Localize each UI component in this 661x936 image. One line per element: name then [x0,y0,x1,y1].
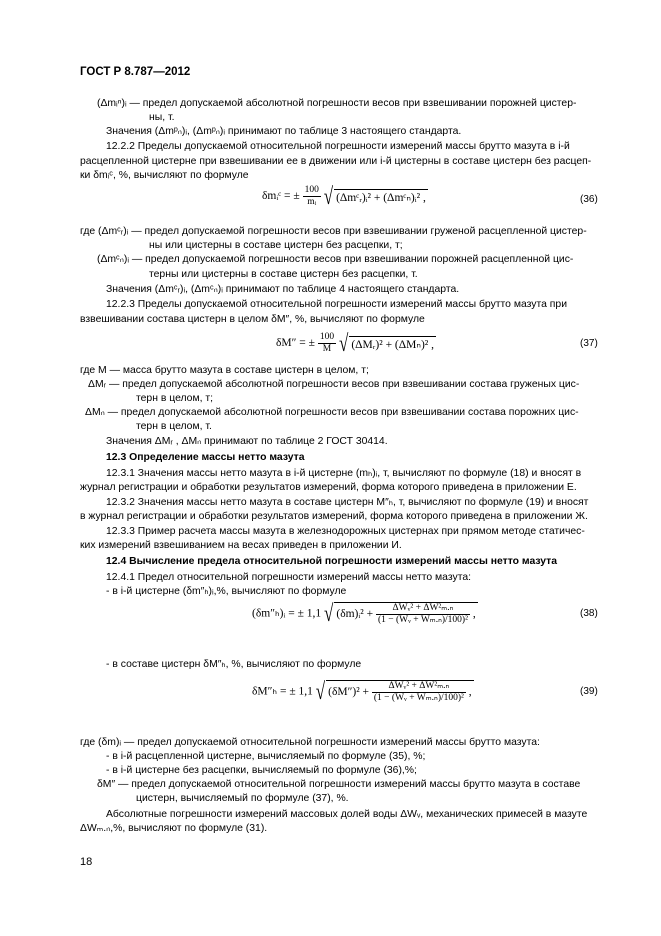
text-line: терн в целом, т; [136,393,214,404]
text-line: 12.3.2 Значения массы нетто мазута в составе цистерн M″ₕ, т, вычисляют по формуле (19) и вносят [106,497,589,508]
text-line: 12.3.1 Значения массы нетто мазута в i-й цистерне (mₕ)ᵢ, т, вычисляют по формуле (18) и вносят в [106,468,582,479]
text-line: ны, т. [149,112,175,123]
text-line: журнал регистрации и обработки результатов измерений, форма которого приведена в приложении Е. [80,482,577,493]
text-line: в журнал регистрации и обработки результатов измерений, форма которого приведена в приложении Ж. [80,511,588,522]
text-line: Значения (Δmᶜᵣ)ᵢ, (Δmᶜₙ)ᵢ принимают по таблице 4 настоящего стандарта. [106,284,460,295]
equation-number: (37) [580,338,598,349]
text-line: (Δmᶜₙ)ᵢ — предел допускаемой погрешности весов при взвешивании порожней расцепленной цис- [97,254,574,265]
text-line: Значения (Δmᵖₙ)ᵢ, (Δmᵖₙ)ᵢ принимают по таблице 3 настоящего стандарта. [106,126,462,137]
text-line: - в i-й расцепленной цистерне, вычисляемый по формуле (35), %; [106,751,426,762]
text-line: (Δmᵢⁿ)ᵢ — предел допускаемой абсолютной погрешности весов при взвешивании порожней цистер- [97,98,577,109]
equation-38: (δm″ₕ)ᵢ = ± 1,1 √ (δm)ᵢ² + $\frac{\text{ΔWᵥ² + ΔW²ₘ.ₙ}}{\text{(1 − (Wᵥ + Wₘ.ₙ)/100)²}}$ , [252,600,476,627]
text-line: - в i-й цистерне (δm″ₕ)ᵢ,%, вычисляют по формуле [106,586,347,597]
text-line: 12.3.3 Пример расчета массы мазута в железнодорожных цистернах при прямом методе статичес- [106,526,585,537]
equation-37: δM″ = ± $\frac{100}{M}$ √ (ΔMᵣ)² + (ΔMₙ)² , [276,329,434,357]
text-line: Абсолютные погрешности измерений массовых долей воды ΔWᵥ, механических примесей в мазуте [106,809,588,820]
text-line: ких измерений взвешиванием на весах приведен в приложении И. [80,540,402,551]
equation-36: δmᵢᶜ = ± $\frac{100}{\text{mᵢ}}$ √ (Δmᶜᵣ)ᵢ² + (Δmᶜₙ)ᵢ² , [262,182,426,210]
text-line: δM″ — предел допускаемой относительной погрешности измерений массы брутто мазута в составе [97,779,581,790]
text-line: Значения ΔMᵣ , ΔMₙ принимают по таблице 2 ГОСТ 30414. [106,436,388,447]
equation-number: (39) [580,686,598,697]
page-header: ГОСТ Р 8.787—2012 [80,66,191,78]
text-line: взвешивании состава цистерн в целом δM″, %, вычисляют по формуле [80,314,425,325]
text-line: - в составе цистерн δM″ₕ, %, вычисляют по формуле [106,659,362,670]
text-line: 12.2.3 Пределы допускаемой относительной погрешности измерений массы брутто мазута при [106,299,568,310]
text-line: ΔMᵣ — предел допускаемой абсолютной погрешности весов при взвешивании состава груженых цис- [88,379,580,390]
equation-number: (36) [580,194,598,205]
text-line: ны или цистерны в составе цистерн без расцепки, т; [149,240,403,251]
text-line: терн в целом, т. [136,421,212,432]
text-line: расцепленной цистерне при взвешивании ее в движении или i-й цистерны в составе цистерн без расцеп- [80,156,592,167]
equation-number: (38) [580,608,598,619]
text-line: терны или цистерны в составе цистерн без расцепки, т. [149,269,418,280]
page-number: 18 [80,856,93,868]
text-line: 12.2.2 Пределы допускаемой относительной погрешности измерений массы брутто мазута в i-й [106,141,570,152]
text-line: - в i-й цистерне без расцепки, вычисляемый по формуле (36),%; [106,765,417,776]
text-line: ΔWₘ.ₙ,%, вычисляют по формуле (31). [80,823,268,834]
text-line: где (δm)ᵢ — предел допускаемой относительной погрешности измерений массы брутто мазута: [80,737,540,748]
text-line: где (Δmᶜᵣ)ᵢ — предел допускаемой погрешности весов при взвешивании груженой расцепленной цистер- [80,226,587,237]
text-line: где M — масса брутто мазута в составе цистерн в целом, т; [80,365,369,376]
text-line: ки δmᵢᶜ, %, вычисляют по формуле [80,170,249,181]
text-line: 12.4.1 Предел относительной погрешности измерений массы нетто мазута: [106,572,471,583]
section-heading: 12.3 Определение массы нетто мазута [106,452,305,463]
equation-39: δM″ₕ = ± 1,1 √ (δM″)² + $\frac{\text{ΔWᵥ² + ΔW²ₘ.ₙ}}{\text{(1 − (Wᵥ + Wₘ.ₙ)/100)²}}$ , [252,678,472,705]
section-heading: 12.4 Вычисление предела относительной погрешности измерений массы нетто мазута [106,556,558,567]
text-line: ΔMₙ — предел допускаемой абсолютной погрешности весов при взвешивании состава порожних цис- [85,407,579,418]
text-line: цистерн, вычисляемый по формуле (37), %. [136,793,349,804]
